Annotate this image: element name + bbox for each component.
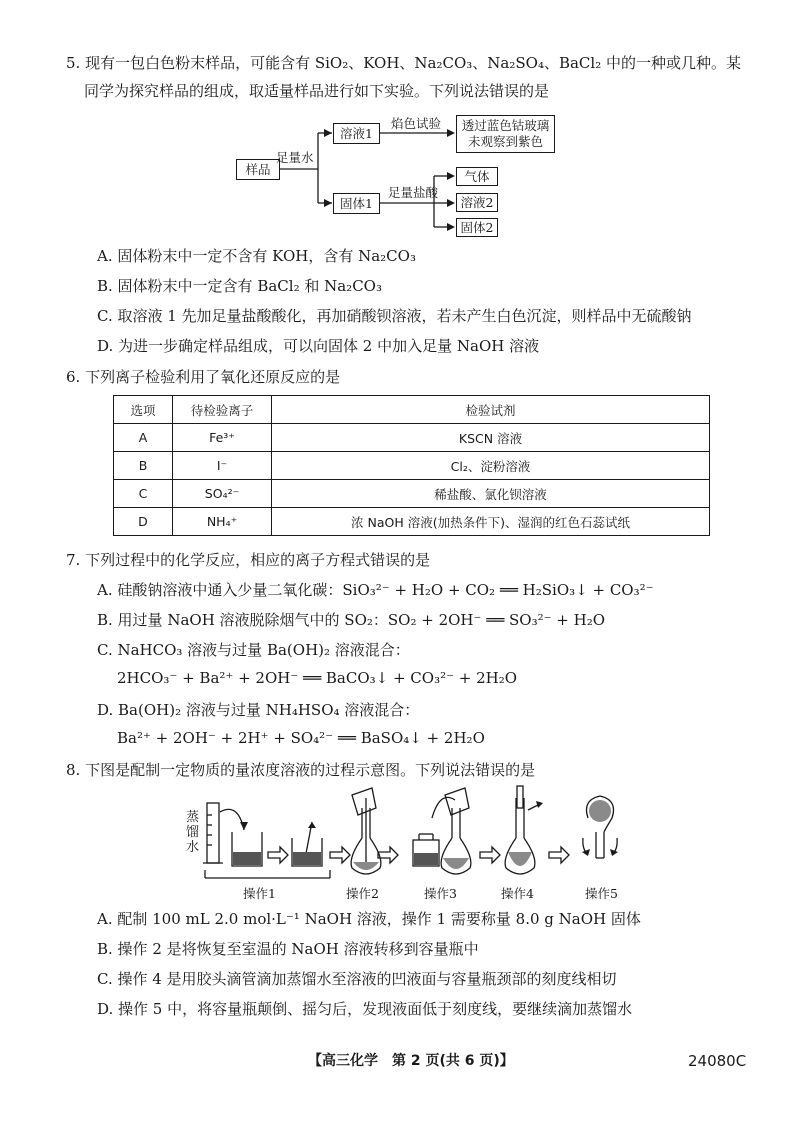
paper-code: 24080C <box>688 1052 747 1070</box>
flow-hcl-label: 足量盐酸 <box>388 185 439 200</box>
water-label <box>186 810 199 855</box>
q7-option-d-equation: Ba²⁺ + 2OH⁻ + 2H⁺ + SO₄²⁻ ══ BaSO₄↓ + 2H₂O <box>117 729 485 747</box>
q5-stem-line1: 5. 现有一包白色粉末样品，可能含有 SiO₂、KOH、Na₂CO₃、Na₂SO₄、BaCl₂ 中的一种或几种。某 <box>66 54 741 72</box>
step-label-5: 操作5 <box>585 886 618 901</box>
q7-option-d: D. Ba(OH)₂ 溶液与过量 NH₄HSO₄ 溶液混合： <box>97 701 420 719</box>
table-cell-option: A <box>114 424 173 452</box>
step-label-4: 操作4 <box>501 886 534 901</box>
flow-solution2-box: 溶液2 <box>456 193 498 212</box>
table-header-ion: 待检验离子 <box>173 396 272 424</box>
table-cell-option: B <box>114 452 173 480</box>
table-header-option: 选项 <box>114 396 173 424</box>
q6-stem: 6. 下列离子检验利用了氧化还原反应的是 <box>66 368 341 386</box>
step-label-2: 操作2 <box>346 886 379 901</box>
step-label-3: 操作3 <box>424 886 457 901</box>
q8-option-a: A. 配制 100 mL 2.0 mol·L⁻¹ NaOH 溶液，操作 1 需要称量 8.0 g NaOH 固体 <box>97 910 641 928</box>
flow-flame-label: 焰色试验 <box>391 116 442 131</box>
table-cell-reagent: Cl₂、淀粉溶液 <box>272 452 710 480</box>
q5-option-a: A. 固体粉末中一定不含有 KOH，含有 Na₂CO₃ <box>97 247 416 265</box>
page-footer-label: 【高三化学 第 2 页(共 6 页)】 <box>308 1053 514 1069</box>
table-cell-ion: SO₄²⁻ <box>173 480 272 508</box>
table-cell-reagent: 稀盐酸、氯化钡溶液 <box>272 480 710 508</box>
table-cell-option: C <box>114 480 173 508</box>
flow-result-line2: 未观察到紫色 <box>467 134 543 149</box>
q5-option-d: D. 为进一步确定样品组成，可以向固体 2 中加入足量 NaOH 溶液 <box>97 337 540 355</box>
q8-stem: 8. 下图是配制一定物质的量浓度溶液的过程示意图。下列说法错误的是 <box>66 761 536 779</box>
q7-stem: 7. 下列过程中的化学反应，相应的离子方程式错误的是 <box>66 551 431 569</box>
q5-option-b: B. 固体粉末中一定含有 BaCl₂ 和 Na₂CO₃ <box>97 277 382 295</box>
flow-result-line1: 透过蓝色钴玻璃 <box>461 118 550 133</box>
flow-water-label: 足量水 <box>276 150 314 165</box>
table-cell-ion: NH₄⁺ <box>173 508 272 536</box>
q7-option-c: C. NaHCO₃ 溶液与过量 Ba(OH)₂ 溶液混合： <box>97 641 410 659</box>
water-label-char: 蒸 <box>186 810 200 825</box>
q7-option-a: A. 硅酸钠溶液中通入少量二氧化碳：SiO₃²⁻ + H₂O + CO₂ ══ H₂SiO₃↓ + CO₃²⁻ <box>97 581 654 599</box>
step-label-1: 操作1 <box>243 886 276 901</box>
water-label-char: 馏 <box>186 825 200 840</box>
flow-gas-box: 气体 <box>456 167 498 186</box>
flow-solid1-box: 固体1 <box>333 193 380 214</box>
q8-option-b: B. 操作 2 是将恢复至室温的 NaOH 溶液转移到容量瓶中 <box>97 940 479 958</box>
q7-option-c-equation: 2HCO₃⁻ + Ba²⁺ + 2OH⁻ ══ BaCO₃↓ + CO₃²⁻ + 2H₂O <box>117 669 518 687</box>
flow-solution1-box: 溶液1 <box>333 123 380 144</box>
table-cell-ion: I⁻ <box>173 452 272 480</box>
water-label-char: 水 <box>186 840 200 855</box>
table-cell-ion: Fe³⁺ <box>173 424 272 452</box>
q8-option-c: C. 操作 4 是用胶头滴管滴加蒸馏水至溶液的凹液面与容量瓶颈部的刻度线相切 <box>97 970 617 988</box>
table-cell-reagent: KSCN 溶液 <box>272 424 710 452</box>
table-cell-option: D <box>114 508 173 536</box>
flow-solid2-box: 固体2 <box>456 218 498 237</box>
q5-option-c: C. 取溶液 1 先加足量盐酸酸化，再加硝酸钡溶液，若未产生白色沉淀，则样品中无硫酸钠 <box>97 307 692 325</box>
q7-option-b: B. 用过量 NaOH 溶液脱除烟气中的 SO₂：SO₂ + 2OH⁻ ══ SO₃²⁻ + H₂O <box>97 611 606 629</box>
table-header-reagent: 检验试剂 <box>272 396 710 424</box>
q8-option-d: D. 操作 5 中，将容量瓶颠倒、摇匀后，发现液面低于刻度线，要继续滴加蒸馏水 <box>97 1000 633 1018</box>
table-cell-reagent: 浓 NaOH 溶液(加热条件下)、湿润的红色石蕊试纸 <box>272 508 710 536</box>
q5-stem-line2: 同学为探究样品的组成，取适量样品进行如下实验。下列说法错误的是 <box>84 82 550 100</box>
flow-sample-box: 样品 <box>236 159 280 180</box>
